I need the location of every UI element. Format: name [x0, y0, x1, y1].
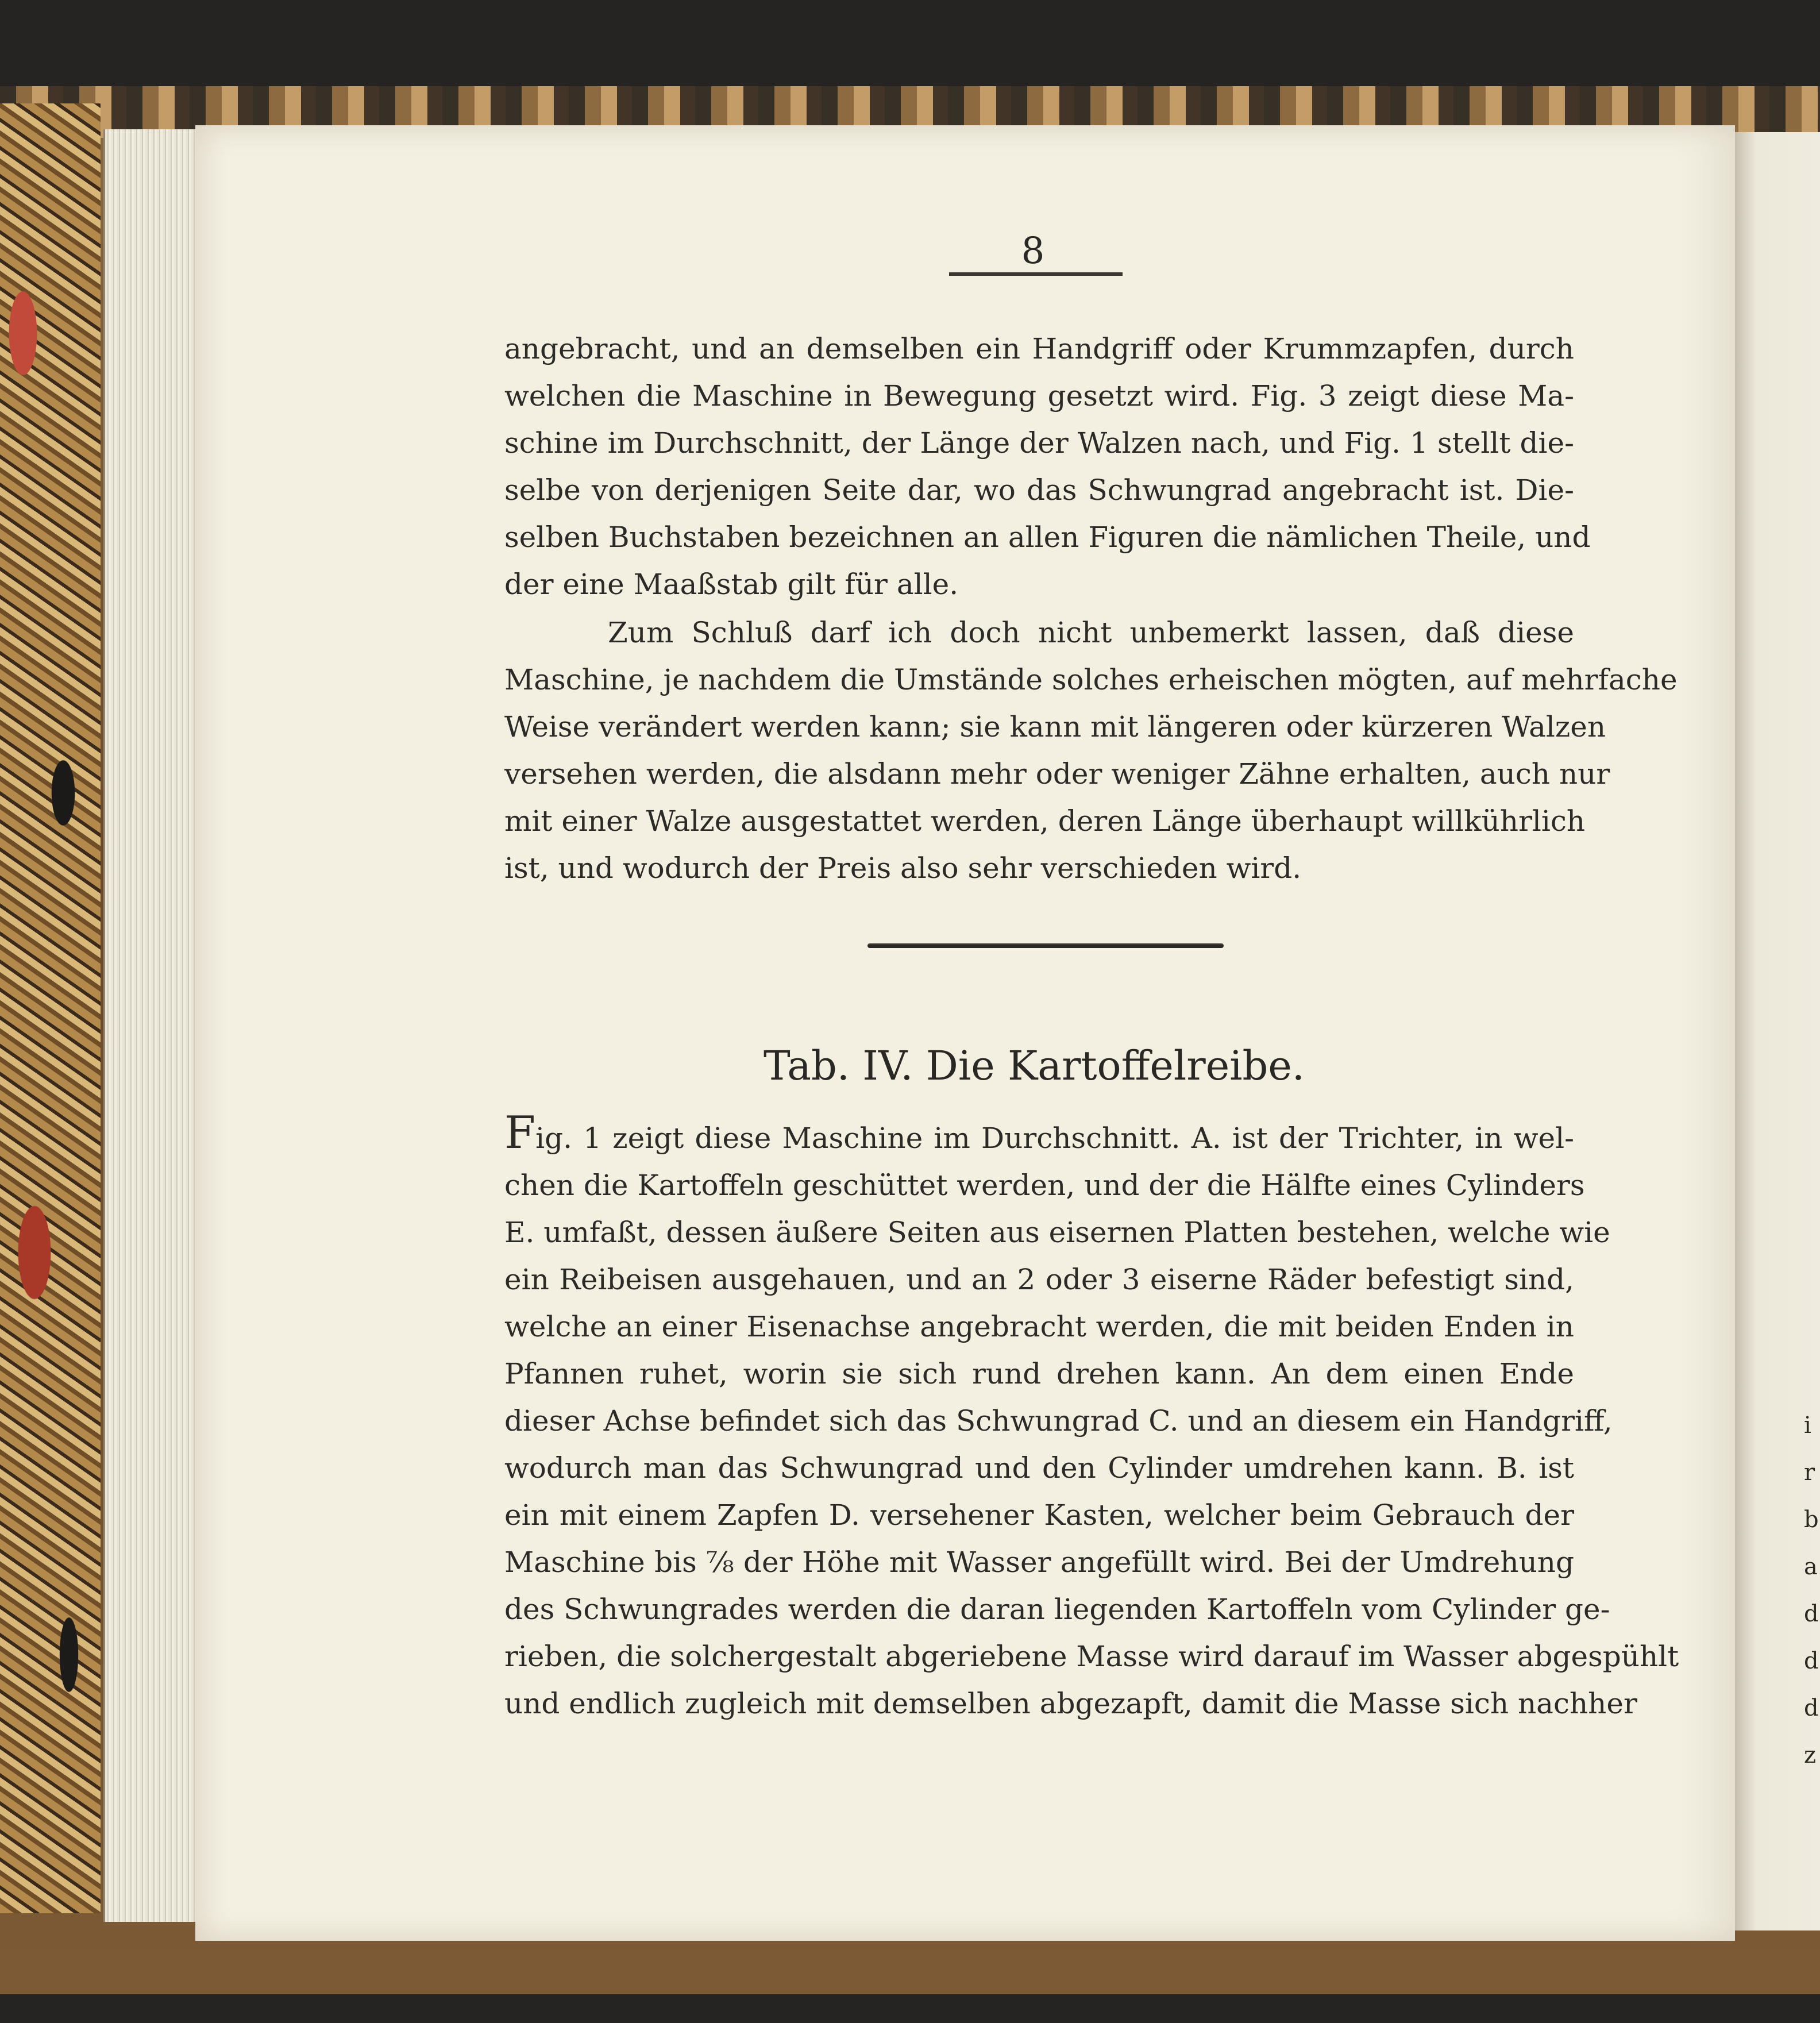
- text-line: Maschine bis ⅞ der Höhe mit Wasser angefüllt wird. Bei der Umdrehung: [504, 1546, 1574, 1579]
- text-line: ein mit einem Zapfen D. versehener Kasten, welcher beim Gebrauch der: [504, 1498, 1574, 1532]
- section-heading: Tab. IV. Die Kartoffelreibe.: [763, 1042, 1305, 1089]
- page-number: 8: [1021, 230, 1045, 272]
- text-line: welchen die Maschine in Bewegung gesetzt wird. Fig. 3 zeigt diese Ma-: [504, 379, 1574, 413]
- text-line: Zum Schluß darf ich doch nicht unbemerkt lassen, daß diese: [608, 616, 1574, 649]
- text-line: ein Reibeisen ausgehauen, und an 2 oder 3 eiserne Räder befestigt sind,: [504, 1263, 1574, 1296]
- section-divider: [867, 943, 1224, 948]
- page-stack-edge: [103, 129, 203, 1922]
- text-line: ist, und wodurch der Preis also sehr verschieden wird.: [504, 851, 1302, 885]
- text-line: dieser Achse befindet sich das Schwungrad C. und an diesem ein Handgriff,: [504, 1404, 1613, 1438]
- text-line: mit einer Walze ausgestattet werden, deren Länge überhaupt willkührlich: [504, 804, 1586, 838]
- drop-cap: F: [504, 1107, 536, 1159]
- page-number-rule: [949, 272, 1123, 276]
- text-line: wodurch man das Schwungrad und den Cylinder umdrehen kann. B. ist: [504, 1451, 1574, 1485]
- text-line: Weise verändert werden kann; sie kann mit längeren oder kürzeren Walzen: [504, 710, 1606, 743]
- text-line: Maschine, je nachdem die Umstände solches erheischen mögten, auf mehrfache: [504, 663, 1678, 696]
- text-line: und endlich zugleich mit demselben abgezapft, damit die Masse sich nachher: [504, 1687, 1637, 1720]
- text-line: selbe von derjenigen Seite dar, wo das Schwungrad angebracht ist. Die-: [504, 473, 1574, 507]
- paragraph-closing: [504, 609, 1678, 892]
- text-line: rieben, die solchergestalt abgeriebene Masse wird darauf im Wasser abgespühlt: [504, 1640, 1679, 1673]
- text-line: selben Buchstaben bezeichnen an allen Figuren die nämlichen Theile, und: [504, 521, 1591, 554]
- text-line: schine im Durchschnitt, der Länge der Walzen nach, und Fig. 1 stellt die-: [504, 426, 1574, 460]
- text-line: angebracht, und an demselben ein Handgriff oder Krummzapfen, durch: [504, 332, 1574, 365]
- facing-page-text-fragment: i r b a d d d z: [1804, 1412, 1819, 1768]
- paragraph-continuation: [504, 325, 1591, 608]
- text-line: welche an einer Eisenachse angebracht werden, die mit beiden Enden in: [504, 1310, 1574, 1343]
- marbled-endpaper: [0, 103, 101, 1913]
- paragraph-description: [504, 1107, 1679, 1727]
- text-line-rest: ig. 1 zeigt diese Maschine im Durchschnitt. A. ist der Trichter, in wel-: [535, 1122, 1574, 1155]
- text-line: versehen werden, die alsdann mehr oder weniger Zähne erhalten, auch nur: [504, 757, 1610, 791]
- text-line: Pfannen ruhet, worin sie sich rund drehen kann. An dem einen Ende: [504, 1357, 1574, 1390]
- text-line: E. umfaßt, dessen äußere Seiten aus eisernen Platten bestehen, welche wie: [504, 1216, 1610, 1249]
- text-line: des Schwungrades werden die daran liegenden Kartoffeln vom Cylinder ge-: [504, 1593, 1610, 1626]
- text-line: chen die Kartoffeln geschüttet werden, und der die Hälfte eines Cylinders: [504, 1169, 1585, 1202]
- text-line-first: [504, 1107, 1574, 1162]
- text-line: der eine Maaßstab gilt für alle.: [504, 568, 959, 601]
